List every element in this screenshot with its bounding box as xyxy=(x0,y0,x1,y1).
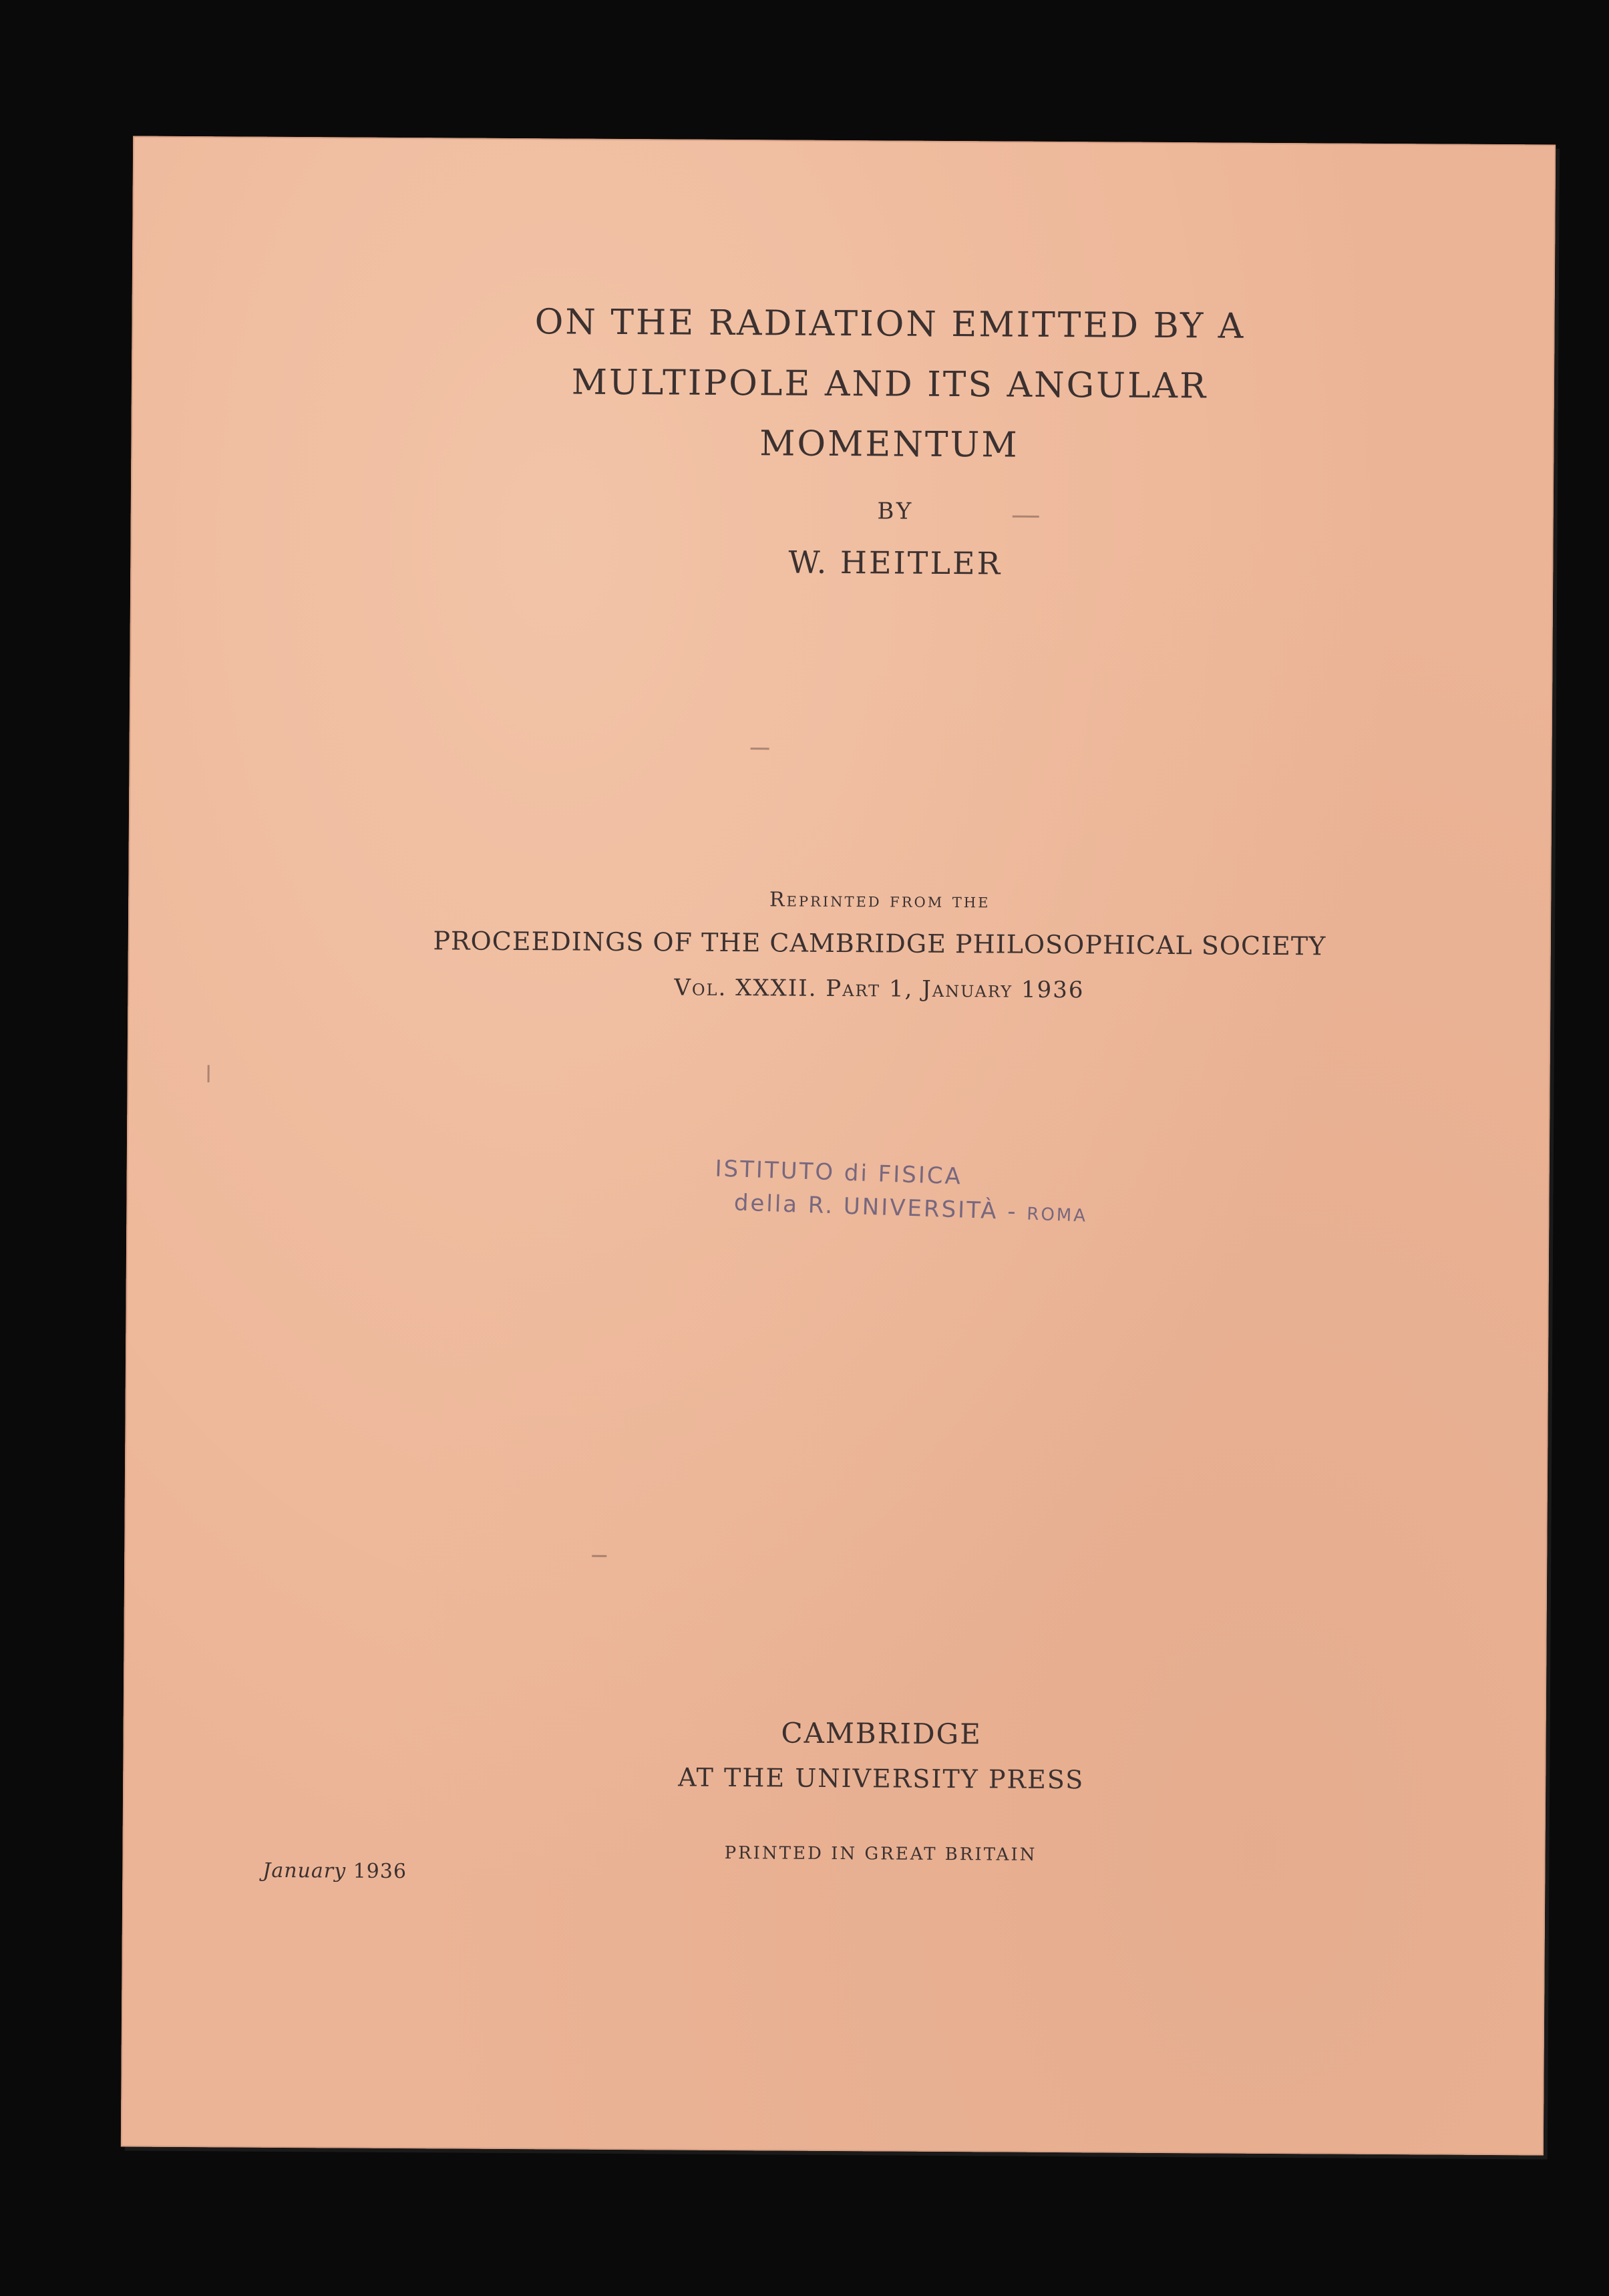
paper-speck xyxy=(592,1555,606,1557)
journal-name: PROCEEDINGS OF THE CAMBRIDGE PHILOSOPHICAL SOCIETY xyxy=(433,926,1326,961)
paper-speck xyxy=(751,748,769,750)
stamp-university: della R. UNIVERSITÀ - xyxy=(733,1189,1019,1226)
printed-in: PRINTED IN GREAT BRITAIN xyxy=(724,1842,1037,1865)
author-name: W. HEITLER xyxy=(788,544,1003,582)
reprint-intro: Reprinted from the xyxy=(769,888,991,913)
date-month: January xyxy=(262,1858,347,1883)
date-year: 1936 xyxy=(353,1859,407,1884)
stamp-city: ROMA xyxy=(1026,1204,1088,1226)
title-line-3: MOMENTUM xyxy=(759,424,1019,466)
imprint-city: CAMBRIDGE xyxy=(781,1716,982,1751)
library-stamp xyxy=(713,1155,1196,1231)
stamp-line-1: ISTITUTO di FISICA xyxy=(714,1155,963,1190)
imprint-press: AT THE UNIVERSITY PRESS xyxy=(678,1762,1085,1795)
paper-speck xyxy=(1013,516,1039,518)
title-line-2: MULTIPOLE AND ITS ANGULAR xyxy=(571,362,1208,407)
paper-speck xyxy=(208,1065,210,1082)
byline: BY xyxy=(877,498,914,525)
paper-title xyxy=(131,290,1602,479)
date-note xyxy=(262,1859,407,1883)
paper-cover xyxy=(121,136,1556,2156)
volume-info: Vol. XXXII. Part 1, January 1936 xyxy=(674,974,1085,1004)
title-line-1: ON THE RADIATION EMITTED BY A xyxy=(534,302,1246,347)
